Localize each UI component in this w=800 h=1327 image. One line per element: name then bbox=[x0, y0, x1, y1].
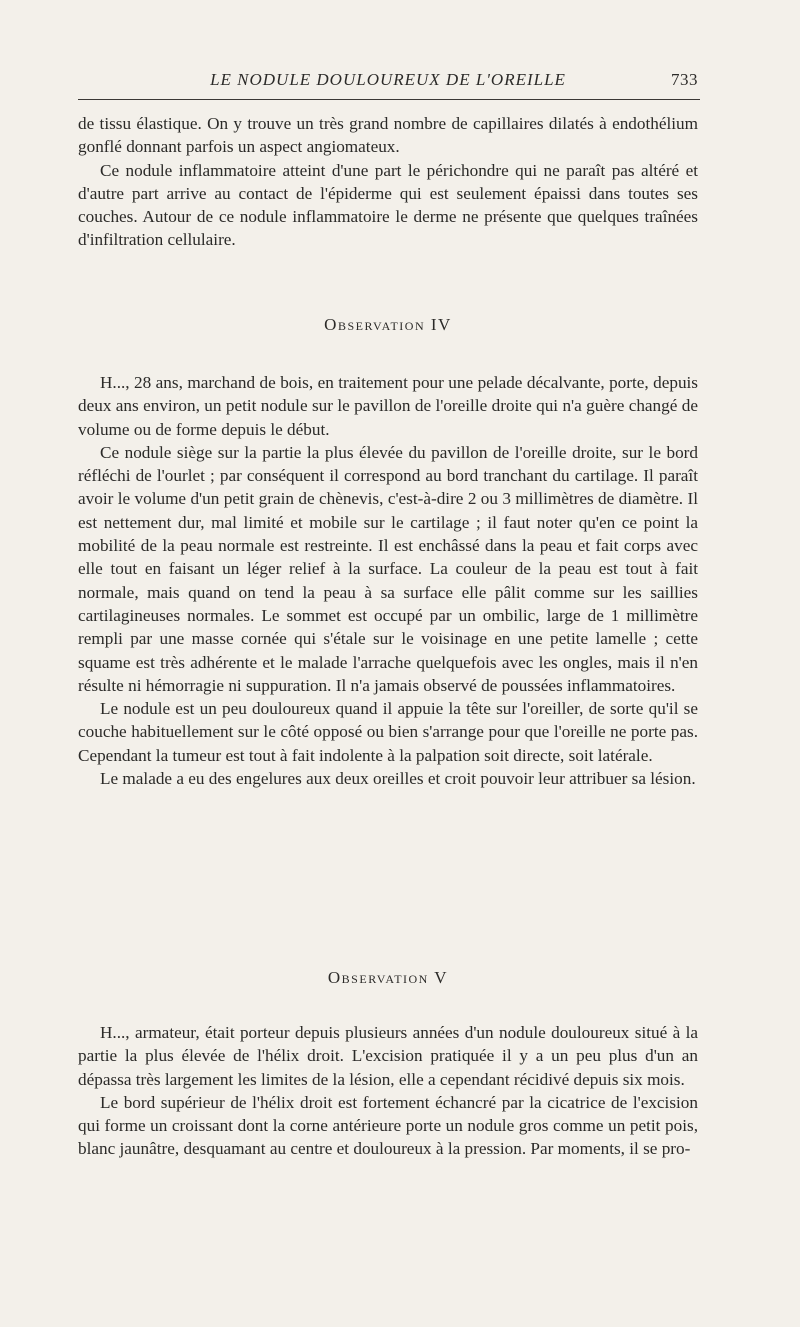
paragraph: Ce nodule inflammatoire atteint d'une part le périchondre qui ne paraît pas altéré et d'autre part arrive au contact de l'épiderme qui est seulement épaissi dans toutes ses couches. Autour de ce nodule inflammatoire le derme ne présente que quelques traînées d'infiltration cellulaire. bbox=[78, 160, 698, 250]
page-header bbox=[78, 66, 698, 94]
paragraph: de tissu élastique. On y trouve un très grand nombre de capillaires dilatés à endothélium gonflé donnant parfois un aspect angiomateux. bbox=[78, 114, 698, 157]
header-rule bbox=[78, 99, 700, 100]
paragraph: Le bord supérieur de l'hélix droit est fortement échancré par la cicatrice de l'excision qui forme un croissant dont la corne antérieure porte un nodule gros comme un petit pois, blanc jaunâtre, desquamant au centre et douloureux à la pression. Par moments, il se pro- bbox=[78, 1092, 698, 1159]
observation-5-text bbox=[78, 1021, 698, 1161]
observation-4-heading: Observation IV bbox=[324, 315, 452, 334]
text-block-intro bbox=[78, 112, 698, 252]
paragraph: Le nodule est un peu douloureux quand il appuie la tête sur l'oreiller, de sorte qu'il se couche habituellement sur le côté opposé ou bien s'arrange pour que l'oreille ne porte pas. Cependant la tumeur est tout à fait indolente à la palpation soit directe, soit latérale. bbox=[78, 699, 698, 765]
paragraph: H..., armateur, était porteur depuis plusieurs années d'un nodule douloureux situé à la partie la plus élevée de l'hélix droit. L'excision pratiquée il y a un peu plus d'un an dépassa très largement les limites de la lésion, elle a cependant récidivé depuis six mois. bbox=[78, 1023, 698, 1089]
paragraph: Le malade a eu des engelures aux deux oreilles et croit pouvoir leur attribuer sa lésion. bbox=[100, 769, 696, 789]
paragraph: H..., 28 ans, marchand de bois, en traitement pour une pelade décalvante, porte, depuis deux ans environ, un petit nodule sur le pavillon de l'oreille droite qui n'a guère changé de volume ou de forme depuis le début. bbox=[78, 373, 698, 439]
paragraph: Ce nodule siège sur la partie la plus élevée du pavillon de l'oreille droite, sur le bord réfléchi de l'ourlet ; par conséquent il correspond au bord tranchant du cartilage. Il paraît avoir le volume d'un petit grain de chènevis, c'est-à-dire 2 ou 3 millimètres de diamètre. Il est nettement dur, mal limité et mobile sur le cartilage ; il faut noter qu'en ce point la mobilité de la peau normale est restreinte. Il est enchâssé dans la peau et fait corps avec elle tout en faisant un léger relief à la surface. La couleur de la peau est tout à fait normale, mais quand on tend la peau à sa surface elle pâlit comme sur les saillies cartilagineuses normales. Le sommet est occupé par un ombilic, large de 1 millimètre rempli par une masse cornée qui s'étale sur le voisinage en une petite lamelle ; cette squame est très adhérente et le malade l'arrache quelquefois avec les ongles, mais il n'en résulte ni hémorragie ni suppuration. Il n'a jamais observé de poussées inflammatoires. bbox=[78, 442, 698, 695]
running-title: LE NODULE DOULOUREUX DE L'OREILLE bbox=[210, 70, 566, 89]
page-number: 733 bbox=[671, 70, 698, 89]
observation-5-heading: Observation V bbox=[327, 968, 449, 987]
observation-4-text bbox=[78, 371, 698, 790]
